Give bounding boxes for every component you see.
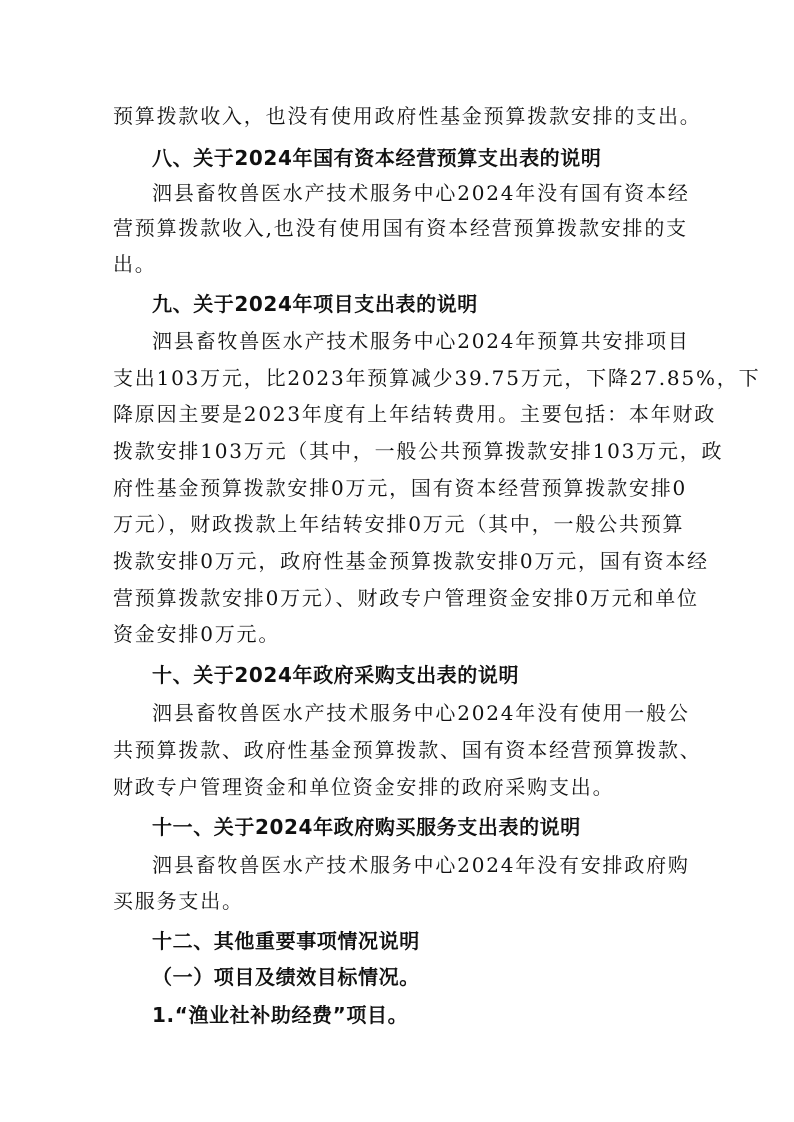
body-text-line: 共预算拨款、政府性基金预算拨款、国有资本经营预算拨款、 xyxy=(113,738,702,762)
body-text-line: 泗县畜牧兽医水产技术服务中心2024年没有使用一般公 xyxy=(152,701,690,725)
body-text-line: 万元），财政拨款上年结转安排0万元（其中，一般公共预算 xyxy=(113,512,685,536)
section-heading-12: 十二、其他重要事项情况说明 xyxy=(152,929,420,953)
body-text-line: 泗县畜牧兽医水产技术服务中心2024年预算共安排项目 xyxy=(152,329,690,353)
body-text-line: 泗县畜牧兽医水产技术服务中心2024年没有安排政府购 xyxy=(152,853,690,877)
body-text-line: 营预算拨款安排0万元）、财政专户管理资金安排0万元和单位 xyxy=(113,586,699,610)
body-text-line: 出。 xyxy=(113,252,157,276)
section-heading-10: 十、关于2024年政府采购支出表的说明 xyxy=(152,663,520,687)
body-text-line: 拨款安排0万元，政府性基金预算拨款安排0万元，国有资本经 xyxy=(113,549,709,573)
body-text-line: 泗县畜牧兽医水产技术服务中心2024年没有国有资本经 xyxy=(152,181,690,205)
section-heading-9: 九、关于2024年项目支出表的说明 xyxy=(152,292,478,316)
body-text-line: 财政专户管理资金和单位资金安排的政府采购支出。 xyxy=(113,775,615,799)
item-heading: 1.“渔业社补助经费”项目。 xyxy=(152,1003,409,1027)
body-text-line: 买服务支出。 xyxy=(113,889,244,913)
body-text-line: 资金安排0万元。 xyxy=(113,622,281,646)
body-text-line: 预算拨款收入，也没有使用政府性基金预算拨款安排的支出。 xyxy=(113,104,702,128)
section-heading-8: 八、关于2024年国有资本经营预算支出表的说明 xyxy=(152,146,602,170)
body-text-line: 降原因主要是2023年度有上年结转费用。主要包括：本年财政 xyxy=(113,402,717,426)
body-text-line: 支出103万元，比2023年预算减少39.75万元，下降27.85%，下 xyxy=(113,366,761,390)
body-text-line: 营预算拨款收入,也没有使用国有资本经营预算拨款安排的支 xyxy=(113,216,688,240)
subsection-heading: （一）项目及绩效目标情况。 xyxy=(152,965,420,989)
body-text-line: 府性基金预算拨款安排0万元，国有资本经营预算拨款安排0 xyxy=(113,476,688,500)
body-text-line: 拨款安排103万元（其中，一般公共预算拨款安排103万元，政 xyxy=(113,439,724,463)
section-heading-11: 十一、关于2024年政府购买服务支出表的说明 xyxy=(152,815,581,839)
